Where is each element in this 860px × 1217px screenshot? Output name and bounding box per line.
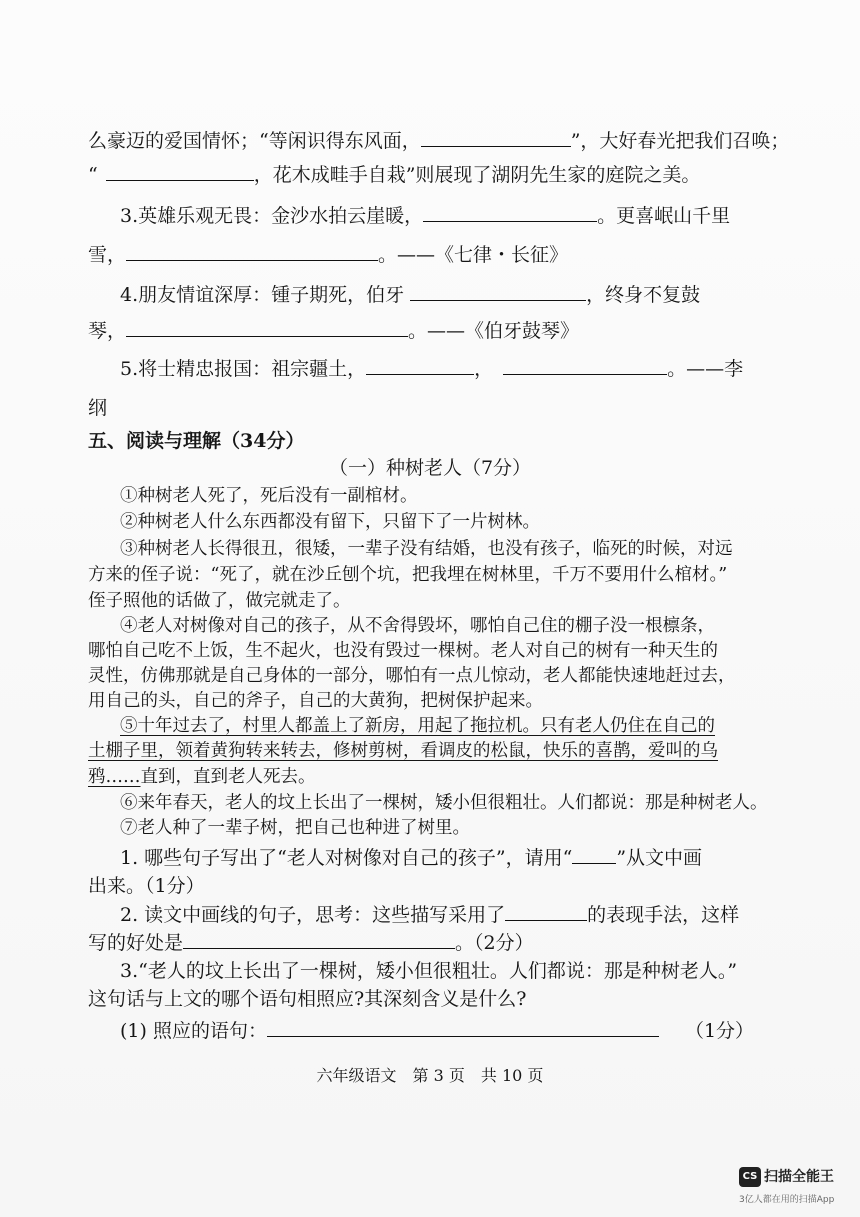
paragraph-4-line: ④老人对树像对自己的孩子，从不舍得毁坏，哪怕自己住的棚子没一根檩条， bbox=[120, 616, 715, 636]
answer-blank[interactable] bbox=[183, 930, 455, 949]
paragraph-2: ②种树老人什么东西都没有留下，只留下了一片树林。 bbox=[120, 512, 540, 532]
answer-blank[interactable] bbox=[126, 242, 378, 261]
text: (1) 照应的语句： bbox=[120, 1020, 267, 1042]
text: ，花木成畦手自栽”则展现了湖阴先生家的庭院之美。 bbox=[253, 164, 701, 186]
text: 直到，直到老人死去。 bbox=[140, 767, 316, 787]
text: 么豪迈的爱国情怀；“等闲识得东风面， bbox=[88, 130, 421, 152]
paragraph-3-line: 侄子照他的话做了，做完就走了。 bbox=[88, 591, 351, 611]
page-footer: 六年级语文 第 3 页 共 10 页 bbox=[316, 1066, 544, 1085]
text: 1. 哪些句子写出了“老人对树像对自己的孩子”，请用“ bbox=[120, 847, 573, 869]
camscanner-logo-icon: CS bbox=[739, 1167, 761, 1187]
text: 。——《伯牙鼓琴》 bbox=[408, 320, 580, 342]
text: 5.将士精忠报国：祖宗疆土， bbox=[120, 358, 367, 380]
item-4-line-2 bbox=[88, 318, 768, 344]
item-4-line-1 bbox=[120, 282, 800, 308]
answer-blank[interactable] bbox=[421, 128, 571, 147]
underlined-sentence: ⑤十年过去了，村里人都盖上了新房，用起了拖拉机。只有老人仍住在自己的 bbox=[120, 716, 715, 736]
underlined-sentence: 土棚子里，领着黄狗转来转去，修树剪树，看调皮的松鼠，快乐的喜鹊，爱叫的乌 bbox=[88, 741, 718, 761]
paragraph-6: ⑥来年春天，老人的坟上长出了一棵树，矮小但很粗壮。人们都说：那是种树老人。 bbox=[120, 793, 768, 813]
answer-blank[interactable] bbox=[505, 902, 587, 921]
answer-blank[interactable] bbox=[423, 203, 597, 222]
answer-blank[interactable] bbox=[106, 162, 254, 181]
text: ， bbox=[474, 358, 494, 380]
text: ”，大好春光把我们召唤； bbox=[570, 130, 790, 152]
question-3-line-1: 3.“老人的坟上长出了一棵树，矮小但很粗壮。人们都说：那是种树老人。” bbox=[120, 960, 738, 982]
text: 3.英雄乐观无畏：金沙水拍云崖暖， bbox=[120, 205, 424, 227]
text: ”从文中画 bbox=[616, 847, 703, 869]
poem-line-2 bbox=[88, 162, 768, 188]
text: 4.朋友情谊深厚：锺子期死，伯牙 bbox=[120, 284, 405, 306]
paragraph-4-line: 哪怕自己吃不上饭，生不起火，也没有毁过一棵树。老人对自己的树有一种天生的 bbox=[88, 641, 718, 661]
paragraph-4-line: 用自己的头，自己的斧子，自己的大黄狗，把树保护起来。 bbox=[88, 691, 543, 711]
question-3-sub-1 bbox=[120, 1018, 800, 1044]
item-3-line-2 bbox=[88, 242, 768, 268]
text: 2. 读文中画线的句子，思考：这些描写采用了 bbox=[120, 904, 506, 926]
question-2-line-2 bbox=[88, 930, 768, 956]
text: 写的好处是 bbox=[88, 932, 184, 954]
paragraph-3-line: 方来的侄子说：“死了，就在沙丘刨个坑，把我埋在树林里，千万不要用什么棺材。” bbox=[88, 565, 728, 585]
paragraph-4-line: 灵性，仿佛那就是自己身体的一部分，哪怕有一点儿惊动，老人都能快速地赶过去， bbox=[88, 666, 736, 686]
paragraph-5-line bbox=[88, 764, 768, 790]
question-3-line-2: 这句话与上文的哪个语句相照应?其深刻含义是什么? bbox=[88, 988, 527, 1010]
underlined-sentence: 鸦…… bbox=[88, 767, 141, 787]
text: 的表现手法，这样 bbox=[587, 904, 740, 926]
text: （1分） bbox=[684, 1020, 755, 1042]
text: ，终身不复鼓 bbox=[586, 284, 701, 306]
paragraph-1: ①种树老人死了，死后没有一副棺材。 bbox=[120, 486, 418, 506]
section-heading: 五、阅读与理解（34分） bbox=[88, 430, 305, 452]
answer-blank[interactable] bbox=[503, 356, 667, 375]
passage-title: （一）种树老人（7分） bbox=[328, 457, 532, 479]
text: 。（2分） bbox=[455, 932, 534, 954]
underline-sample bbox=[572, 849, 616, 864]
text: 。更喜岷山千里 bbox=[597, 205, 731, 227]
poem-line-1 bbox=[88, 128, 790, 154]
answer-blank[interactable] bbox=[410, 282, 586, 301]
text: 。——李 bbox=[667, 358, 744, 380]
text: 雪， bbox=[88, 244, 127, 266]
text: 琴， bbox=[88, 320, 127, 342]
text: 。——《七律・长征》 bbox=[378, 244, 569, 266]
answer-blank[interactable] bbox=[366, 356, 474, 375]
watermark-subtitle: 3亿人都在用的扫描App bbox=[739, 1195, 835, 1205]
question-1-line-2: 出来。（1分） bbox=[88, 875, 205, 897]
item-5-line-1 bbox=[120, 356, 800, 382]
answer-blank[interactable] bbox=[267, 1018, 659, 1037]
item-5-line-2: 纲 bbox=[88, 397, 108, 419]
paragraph-3-line: ③种树老人长得很丑，很矮，一辈子没有结婚，也没有孩子，临死的时候，对远 bbox=[120, 539, 733, 559]
question-1-line-1 bbox=[120, 845, 800, 871]
item-3-line-1 bbox=[120, 203, 800, 229]
answer-blank[interactable] bbox=[126, 318, 408, 337]
question-2-line-1 bbox=[120, 902, 800, 928]
text: “ bbox=[88, 164, 98, 186]
paragraph-7: ⑦老人种了一辈子树，把自己也种进了树里。 bbox=[120, 818, 470, 838]
watermark-name: 扫描全能王 bbox=[764, 1169, 834, 1185]
